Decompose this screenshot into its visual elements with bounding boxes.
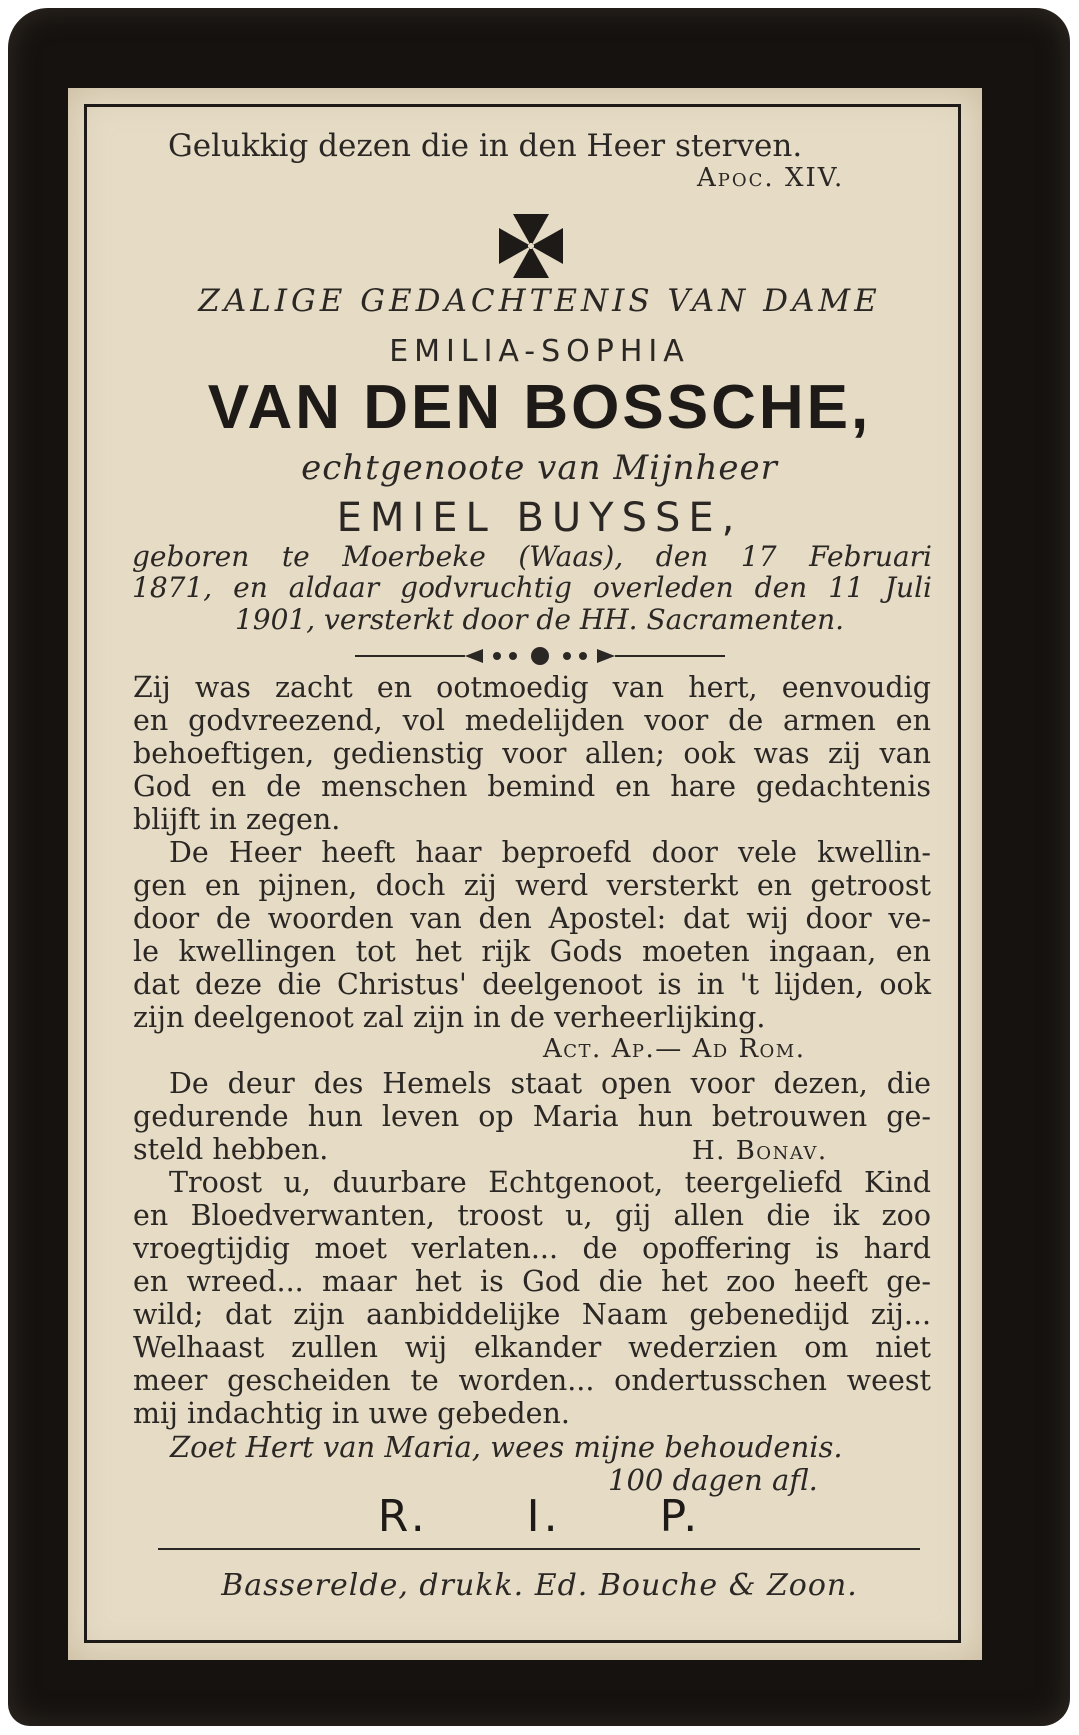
body-line: Troost u, duurbare Echtgenoot, teergeliefd Kind: [169, 1166, 931, 1199]
printer-imprint: Basserelde, drukk. Ed. Bouche & Zoon.: [221, 1568, 858, 1603]
invocation: Zoet Hert van Maria, wees mijne behoudenis.: [170, 1430, 843, 1464]
body-line: zijn deelgenoot zal zijn in de verheerlijking.: [133, 1001, 766, 1034]
indulgence-note: 100 dagen afl.: [608, 1463, 818, 1497]
quote-reference: H. Bonav.: [692, 1136, 828, 1166]
body-line: gen en pijnen, doch zij werd versterkt en getroost: [133, 869, 931, 902]
scripture-reference: Act. Ap.— Ad Rom.: [543, 1034, 806, 1064]
rip-text: R. I. P.: [377, 1491, 702, 1542]
birth-line-2: 1871, en aldaar godvruchtig overleden den 11 Juli: [132, 571, 932, 604]
body-line: vroegtijdig moet verlaten... de opoffering is hard: [133, 1232, 931, 1265]
body-line: meer gescheiden te worden... ondertusschen weest: [133, 1364, 931, 1397]
divider-rule: [158, 1548, 920, 1550]
body-line: en wreed... maar het is God die het zoo heeft ge-: [133, 1265, 931, 1298]
epigraph-text: Gelukkig dezen die in den Heer sterven.: [168, 128, 803, 164]
body-line: God en de menschen bemind en hare gedachtenis: [133, 770, 931, 803]
birth-line-1: geboren te Moerbeke (Waas), den 17 Februari: [132, 540, 932, 573]
body-line: le kwellingen tot het rijk Gods moeten ingaan, en: [133, 935, 931, 968]
body-line: Welhaast zullen wij elkander wederzien om niet: [133, 1331, 931, 1364]
body-line: door de woorden van den Apostel: dat wij door ve-: [133, 902, 931, 935]
memorial-heading: ZALIGE GEDACHTENIS VAN DAME: [198, 283, 881, 319]
divider-ornament-icon: [355, 644, 725, 668]
body-line: dat deze die Christus' deelgenoot is in 't lijden, ook: [133, 968, 931, 1001]
body-line: wild; dat zijn aanbiddelijke Naam gebenedijd zij...: [133, 1298, 931, 1331]
body-line: steld hebben.: [133, 1133, 329, 1166]
body-line: Zij was zacht en ootmoedig van hert, eenvoudig: [133, 671, 931, 704]
spouse-intro: echtgenoote van Mijnheer: [301, 448, 778, 488]
given-names: EMILIA-SOPHIA: [389, 334, 690, 369]
body-line: De deur des Hemels staat open voor dezen, die: [169, 1067, 931, 1100]
maltese-cross-icon: [495, 210, 567, 282]
birth-line-3: 1901, versterkt door de HH. Sacramenten.: [234, 603, 845, 636]
body-line: gedurende hun leven op Maria hun betrouwen ge-: [133, 1100, 931, 1133]
body-line: en godvreezend, vol medelijden voor de armen en: [133, 704, 931, 737]
epigraph-reference: Apoc. XIV.: [697, 163, 845, 193]
body-line: De Heer heeft haar beproefd door vele kwellin-: [169, 836, 931, 869]
body-line: mij indachtig in uwe gebeden.: [133, 1397, 570, 1430]
body-line: behoeftigen, gedienstig voor allen; ook was zij van: [133, 737, 931, 770]
spouse-name: EMIEL BUYSSE,: [336, 495, 743, 541]
body-line: blijft in zegen.: [133, 803, 341, 836]
surname: VAN DEN BOSSCHE,: [207, 373, 872, 442]
body-line: en Bloedverwanten, troost u, gij allen die ik zoo: [133, 1199, 931, 1232]
